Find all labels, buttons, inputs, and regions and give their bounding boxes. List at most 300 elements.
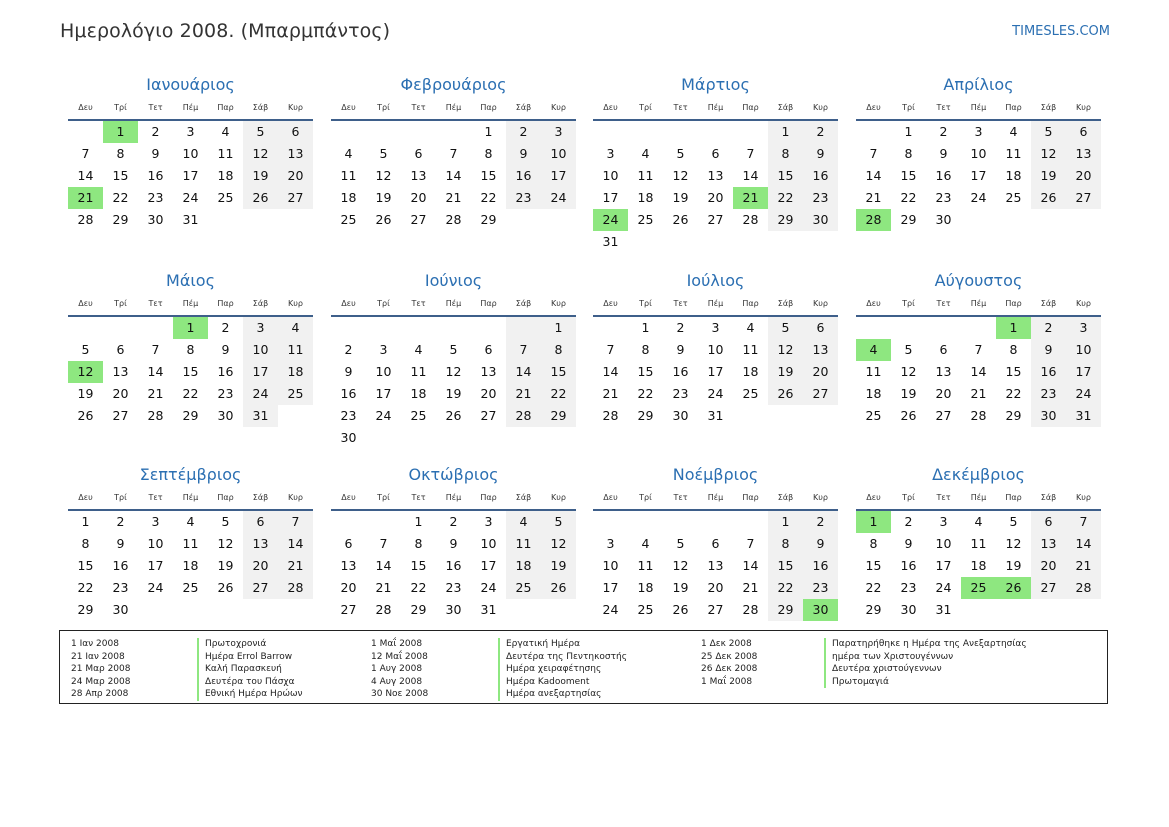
weekday-label: Τρί [377,299,390,308]
week-row [68,165,313,187]
month-block [331,463,576,621]
day-cell: 9 [151,146,160,161]
day-cell: 15 [865,558,882,573]
week-row [856,511,1101,533]
empty-day-cell [698,121,733,143]
week-row [593,143,838,165]
day-cell: 11 [970,536,987,551]
day-cell: 18 [742,364,759,379]
legend-date: 12 Μαΐ 2008 [371,651,428,662]
empty-day-cell [436,121,471,143]
day-cell: 13 [410,168,427,183]
day-cell: 29 [112,212,129,227]
day-cell: 26 [672,602,689,617]
day-cell: 9 [506,143,541,165]
day-cell: 21 [602,386,619,401]
day-cell: 2 [506,121,541,143]
day-cell: 30 [1031,405,1066,427]
legend-holiday-name: Πρωτομαγιά [824,676,1027,689]
day-cell: 3 [484,514,493,529]
month-name: Δεκέμβριος [932,465,1025,484]
day-cell: 9 [904,536,913,551]
empty-day-cell [961,317,996,339]
day-cell: 3 [379,342,388,357]
day-cell: 28 [742,212,759,227]
day-cell: 19 [375,190,392,205]
empty-day-cell [138,317,173,339]
holiday-day-cell: 21 [68,187,103,209]
day-cell: 30 [935,212,952,227]
weekday-label: Δευ [341,103,356,112]
day-cell: 17 [970,168,987,183]
day-cell: 18 [865,386,882,401]
weekday-label: Τρί [902,493,915,502]
day-cell: 4 [641,146,650,161]
legend-holiday-name: Ημέρα χειραφέτησης [498,663,627,676]
day-cell: 9 [939,146,948,161]
day-cell: 5 [221,514,230,529]
weekday-header [856,97,1101,121]
empty-day-cell [401,121,436,143]
day-cell: 17 [602,190,619,205]
month-name: Σεπτέμβριος [139,465,242,484]
day-cell: 2 [221,320,230,335]
empty-day-cell [331,317,366,339]
day-cell: 17 [147,558,164,573]
day-cell: 16 [112,558,129,573]
day-cell: 7 [974,342,983,357]
weekday-label: Σάβ [252,493,269,502]
holiday-day-cell: 21 [733,187,768,209]
empty-day-cell [138,599,173,621]
weekday-label: Δευ [341,493,356,502]
empty-day-cell [541,427,576,449]
holiday-day-cell: 1 [103,121,138,143]
week-row [331,361,576,383]
day-cell: 23 [112,580,129,595]
day-cell: 13 [1066,143,1101,165]
day-cell: 4 [641,536,650,551]
legend-date: 21 Ιαν 2008 [71,651,125,662]
day-cell: 26 [243,187,278,209]
day-cell: 12 [1031,143,1066,165]
weekday-label: Σάβ [515,493,532,502]
day-cell: 2 [151,124,160,139]
day-cell: 7 [606,342,615,357]
day-cell: 13 [112,364,129,379]
weekday-label: Δευ [603,493,618,502]
weekday-label: Κυρ [288,493,303,502]
day-cell: 28 [445,212,462,227]
weekday-header [68,293,313,317]
weekday-label: Τρί [114,299,127,308]
week-row [331,555,576,577]
week-row [68,361,313,383]
weekday-label: Πέμ [182,103,199,112]
day-cell: 11 [410,364,427,379]
day-cell: 30 [445,602,462,617]
day-cell: 26 [768,383,803,405]
month-name: Οκτώβριος [408,465,499,484]
day-cell: 11 [182,536,199,551]
weekday-label: Τετ [936,103,951,112]
week-row [856,577,1101,599]
weekday-label: Τρί [377,103,390,112]
weekday-label: Πέμ [182,493,199,502]
day-cell: 17 [541,165,576,187]
day-cell: 7 [81,146,90,161]
empty-day-cell [278,405,313,427]
empty-day-cell [506,317,541,339]
weekday-label: Πέμ [445,299,462,308]
day-cell: 18 [1005,168,1022,183]
day-cell: 23 [672,386,689,401]
weekday-label: Κυρ [551,103,566,112]
day-cell: 30 [217,408,234,423]
month-name: Φεβρουάριος [400,75,507,94]
week-row [68,599,313,621]
week-row [68,511,313,533]
weekday-label: Τετ [148,493,163,502]
day-cell: 3 [711,320,720,335]
day-cell: 12 [672,168,689,183]
day-cell: 7 [869,146,878,161]
weekday-label: Κυρ [288,103,303,112]
empty-day-cell [856,121,891,143]
week-row [68,187,313,209]
day-cell: 14 [278,533,313,555]
day-cell: 14 [1066,533,1101,555]
day-cell: 30 [672,408,689,423]
day-cell: 3 [606,146,615,161]
day-cell: 13 [340,558,357,573]
weekday-header [593,293,838,317]
day-cell: 29 [182,408,199,423]
week-row [593,121,838,143]
day-cell: 18 [278,361,313,383]
legend-holiday-name: Καλή Παρασκευή [197,663,303,676]
empty-day-cell [663,511,698,533]
day-cell: 19 [77,386,94,401]
day-cell: 23 [803,577,838,599]
day-cell: 15 [410,558,427,573]
day-cell: 21 [278,555,313,577]
day-cell: 14 [506,361,541,383]
weekday-label: Τρί [902,299,915,308]
day-cell: 17 [480,558,497,573]
empty-day-cell [996,599,1031,621]
day-cell: 28 [970,408,987,423]
day-cell: 29 [480,212,497,227]
day-cell: 11 [340,168,357,183]
day-cell: 20 [1031,555,1066,577]
month-block [856,269,1101,427]
day-cell: 23 [900,580,917,595]
empty-day-cell [401,317,436,339]
day-cell: 1 [768,121,803,143]
day-cell: 10 [707,342,724,357]
day-cell: 29 [768,599,803,621]
week-row [331,405,576,427]
legend-holiday-name: Εθνική Ημέρα Ηρώων [197,688,303,701]
day-cell: 27 [278,187,313,209]
day-cell: 3 [186,124,195,139]
empty-day-cell [208,599,243,621]
day-cell: 13 [707,168,724,183]
weekday-header [856,293,1101,317]
weekday-label: Δευ [866,299,881,308]
day-cell: 10 [375,364,392,379]
empty-day-cell [173,599,208,621]
weekday-label: Τρί [639,299,652,308]
legend-date: 1 Μαΐ 2008 [701,676,753,687]
month-block [68,73,313,231]
day-cell: 23 [1031,383,1066,405]
day-cell: 6 [484,342,493,357]
day-cell: 15 [900,168,917,183]
weekday-label: Κυρ [813,299,828,308]
day-cell: 16 [445,558,462,573]
weekday-label: Τρί [114,493,127,502]
day-cell: 7 [151,342,160,357]
day-cell: 11 [637,168,654,183]
day-cell: 21 [742,580,759,595]
empty-day-cell [768,231,803,253]
week-row [856,121,1101,143]
day-cell: 5 [541,511,576,533]
legend-names-col-3 [824,638,1027,688]
weekday-label: Τετ [673,299,688,308]
day-cell: 27 [112,408,129,423]
day-cell: 1 [81,514,90,529]
day-cell: 12 [541,533,576,555]
day-cell: 3 [939,514,948,529]
day-cell: 4 [278,317,313,339]
day-cell: 20 [243,555,278,577]
day-cell: 31 [1066,405,1101,427]
weekday-label: Κυρ [288,299,303,308]
day-cell: 22 [410,580,427,595]
day-cell: 6 [1066,121,1101,143]
day-cell: 9 [449,536,458,551]
day-cell: 10 [243,339,278,361]
day-cell: 31 [182,212,199,227]
day-cell: 15 [182,364,199,379]
day-cell: 14 [602,364,619,379]
empty-day-cell [366,511,401,533]
legend-holiday-name: Ημέρα Kadooment [498,676,627,689]
day-cell: 10 [602,558,619,573]
day-cell: 8 [186,342,195,357]
day-cell: 22 [112,190,129,205]
empty-day-cell [506,599,541,621]
day-cell: 16 [147,168,164,183]
holiday-day-cell: 12 [68,361,103,383]
day-cell: 27 [480,408,497,423]
day-cell: 18 [637,580,654,595]
day-cell: 11 [742,342,759,357]
day-cell: 11 [1005,146,1022,161]
day-cell: 6 [939,342,948,357]
day-cell: 25 [506,577,541,599]
day-cell: 1 [414,514,423,529]
week-row [856,533,1101,555]
month-block [593,73,838,253]
site-link[interactable]: TIMESLES.COM [1012,24,1110,39]
empty-day-cell [436,427,471,449]
day-cell: 27 [707,602,724,617]
week-row [68,577,313,599]
day-cell: 26 [672,212,689,227]
day-cell: 24 [707,386,724,401]
legend-date: 28 Απρ 2008 [71,689,129,699]
week-row [856,317,1101,339]
empty-day-cell [733,405,768,427]
day-cell: 12 [672,558,689,573]
legend-holiday-name: Πρωτοχρονιά [197,638,303,651]
weekday-header [68,487,313,511]
day-cell: 30 [112,602,129,617]
weekday-label: Κυρ [1076,103,1091,112]
empty-day-cell [541,599,576,621]
day-cell: 5 [81,342,90,357]
weekday-label: Παρ [480,299,497,308]
weekday-header [331,487,576,511]
week-row [331,165,576,187]
weekday-label: Δευ [78,299,93,308]
day-cell: 24 [970,190,987,205]
weekday-label: Πέμ [445,103,462,112]
day-cell: 16 [935,168,952,183]
day-cell: 1 [541,317,576,339]
day-cell: 9 [221,342,230,357]
day-cell: 20 [935,386,952,401]
week-row [856,165,1101,187]
day-cell: 14 [742,558,759,573]
empty-day-cell [593,121,628,143]
month-block [68,269,313,427]
weekday-label: Τετ [936,493,951,502]
day-cell: 17 [243,361,278,383]
empty-day-cell [401,427,436,449]
day-cell: 16 [340,386,357,401]
week-row [331,317,576,339]
empty-day-cell [593,511,628,533]
day-cell: 19 [541,555,576,577]
day-cell: 12 [217,536,234,551]
day-cell: 6 [711,146,720,161]
weekday-label: Παρ [217,299,234,308]
weekday-label: Τετ [673,103,688,112]
month-name: Αύγουστος [934,271,1023,290]
weekday-label: Παρ [480,493,497,502]
empty-day-cell [436,317,471,339]
legend-date: 1 Μαΐ 2008 [371,639,423,649]
day-cell: 18 [410,386,427,401]
week-row [68,121,313,143]
day-cell: 15 [768,165,803,187]
day-cell: 30 [340,430,357,445]
day-cell: 7 [1066,511,1101,533]
day-cell: 3 [606,536,615,551]
day-cell: 9 [676,342,685,357]
week-row [68,405,313,427]
day-cell: 22 [480,190,497,205]
day-cell: 10 [970,146,987,161]
weekday-label: Τετ [936,299,951,308]
week-row [331,599,576,621]
weekday-header [593,487,838,511]
day-cell: 25 [865,408,882,423]
empty-day-cell [1031,209,1066,231]
day-cell: 7 [379,536,388,551]
week-row [331,121,576,143]
legend-dates-col-3 [701,638,757,688]
weekday-label: Δευ [78,103,93,112]
day-cell: 25 [410,408,427,423]
empty-day-cell [768,405,803,427]
week-row [68,533,313,555]
day-cell: 12 [768,339,803,361]
day-cell: 27 [410,212,427,227]
day-cell: 31 [707,408,724,423]
day-cell: 2 [803,121,838,143]
legend-date: 1 Δεκ 2008 [701,639,752,649]
day-cell: 5 [676,146,685,161]
day-cell: 8 [641,342,650,357]
weekday-label: Πέμ [707,493,724,502]
legend-date: 21 Μαρ 2008 [71,664,131,674]
day-cell: 23 [803,187,838,209]
day-cell: 14 [970,364,987,379]
week-row [593,577,838,599]
day-cell: 9 [803,533,838,555]
empty-day-cell [1066,209,1101,231]
day-cell: 20 [480,386,497,401]
empty-day-cell [506,209,541,231]
weekday-label: Δευ [603,299,618,308]
day-cell: 8 [81,536,90,551]
day-cell: 19 [1005,558,1022,573]
day-cell: 13 [803,339,838,361]
day-cell: 17 [375,386,392,401]
day-cell: 14 [375,558,392,573]
legend-dates-col-2 [371,638,428,701]
day-cell: 2 [116,514,125,529]
day-cell: 22 [768,187,803,209]
empty-day-cell [733,121,768,143]
day-cell: 16 [803,555,838,577]
week-row [593,361,838,383]
day-cell: 31 [935,602,952,617]
legend-holiday-name: Εργατική Ημέρα [498,638,627,651]
day-cell: 13 [243,533,278,555]
week-row [593,405,838,427]
day-cell: 18 [506,555,541,577]
day-cell: 17 [1066,361,1101,383]
day-cell: 21 [147,386,164,401]
week-row [856,187,1101,209]
week-row [68,339,313,361]
day-cell: 31 [243,405,278,427]
day-cell: 6 [116,342,125,357]
day-cell: 26 [77,408,94,423]
week-row [593,533,838,555]
day-cell: 8 [768,143,803,165]
day-cell: 22 [900,190,917,205]
empty-day-cell [208,209,243,231]
day-cell: 19 [217,558,234,573]
